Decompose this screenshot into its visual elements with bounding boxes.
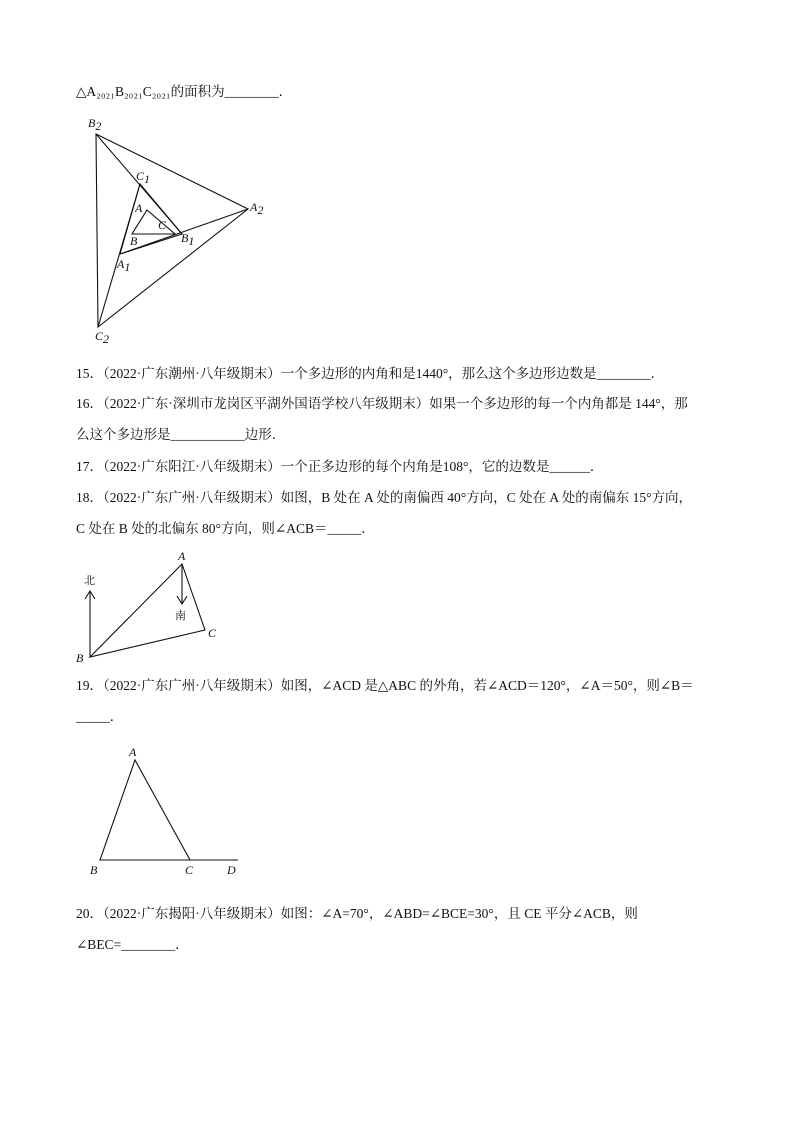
label-b: B <box>130 234 138 248</box>
figure-nested-triangles <box>78 112 278 348</box>
triangle-abc-exterior <box>100 760 190 860</box>
figure-exterior-angle <box>82 746 252 882</box>
label-c: C <box>208 626 217 640</box>
label-c1: C1 <box>136 169 151 186</box>
label-b1: B1 <box>181 231 195 248</box>
figure-bearing-triangle <box>72 548 232 666</box>
label-north: 北 <box>84 574 95 587</box>
question-17: 17．（2022·广东阳江·八年级期末）一个正多边形的每个内角是108°，它的边数是______． <box>76 459 604 474</box>
question-19-line-1: 19．（2022·广东广州·八年级期末）如图，∠ACD 是△ABC 的外角，若∠ACD＝120°，∠A＝50°，则∠B＝ <box>76 678 694 693</box>
line-c2-c1 <box>98 184 140 327</box>
label-c2: C2 <box>95 329 110 346</box>
q14-tail-line: △A₂₀₂₁B₂₀₂₁C₂₀₂₁的面积为________． <box>76 84 293 99</box>
line-b2-b1 <box>96 134 182 234</box>
triangle-a2b2c2 <box>96 134 248 327</box>
label-south: 南 <box>175 609 186 622</box>
question-16-line-1: 16．（2022·广东·深圳市龙岗区平湖外国语学校八年级期末）如果一个多边形的每一个内角都是 144°，那 <box>76 396 688 411</box>
label-b: B <box>76 651 84 665</box>
label-a2: A2 <box>250 200 264 217</box>
label-c: C <box>158 218 167 232</box>
label-a: A <box>135 201 143 215</box>
question-18-line-2: C 处在 B 处的北偏东 80°方向，则∠ACB＝_____． <box>76 521 375 536</box>
label-d: D <box>227 863 236 877</box>
label-a: A <box>129 746 137 759</box>
question-18-line-1: 18．（2022·广东广州·八年级期末）如图，B 处在 A 处的南偏西 40°方向，C 处在 A 处的南偏东 15°方向， <box>76 490 693 505</box>
label-a1: A1 <box>117 257 131 274</box>
question-20-line-2: ∠BEC=________． <box>76 937 189 952</box>
label-a: A <box>178 549 186 563</box>
triangle-abc-bearing <box>90 564 205 657</box>
label-b2: B2 <box>88 116 102 133</box>
question-16-line-2: 么这个多边形是___________边形． <box>76 427 286 442</box>
question-20-line-1: 20．（2022·广东揭阳·八年级期末）如图：∠A=70°，∠ABD=∠BCE=30°，且 CE 平分∠ACB，则 <box>76 906 638 921</box>
question-19-line-2: _____． <box>76 709 124 724</box>
label-b: B <box>90 863 98 877</box>
question-15: 15．（2022·广东潮州·八年级期末）一个多边形的内角和是1440°，那么这个多边形边数是________． <box>76 366 665 381</box>
label-c: C <box>185 863 194 877</box>
